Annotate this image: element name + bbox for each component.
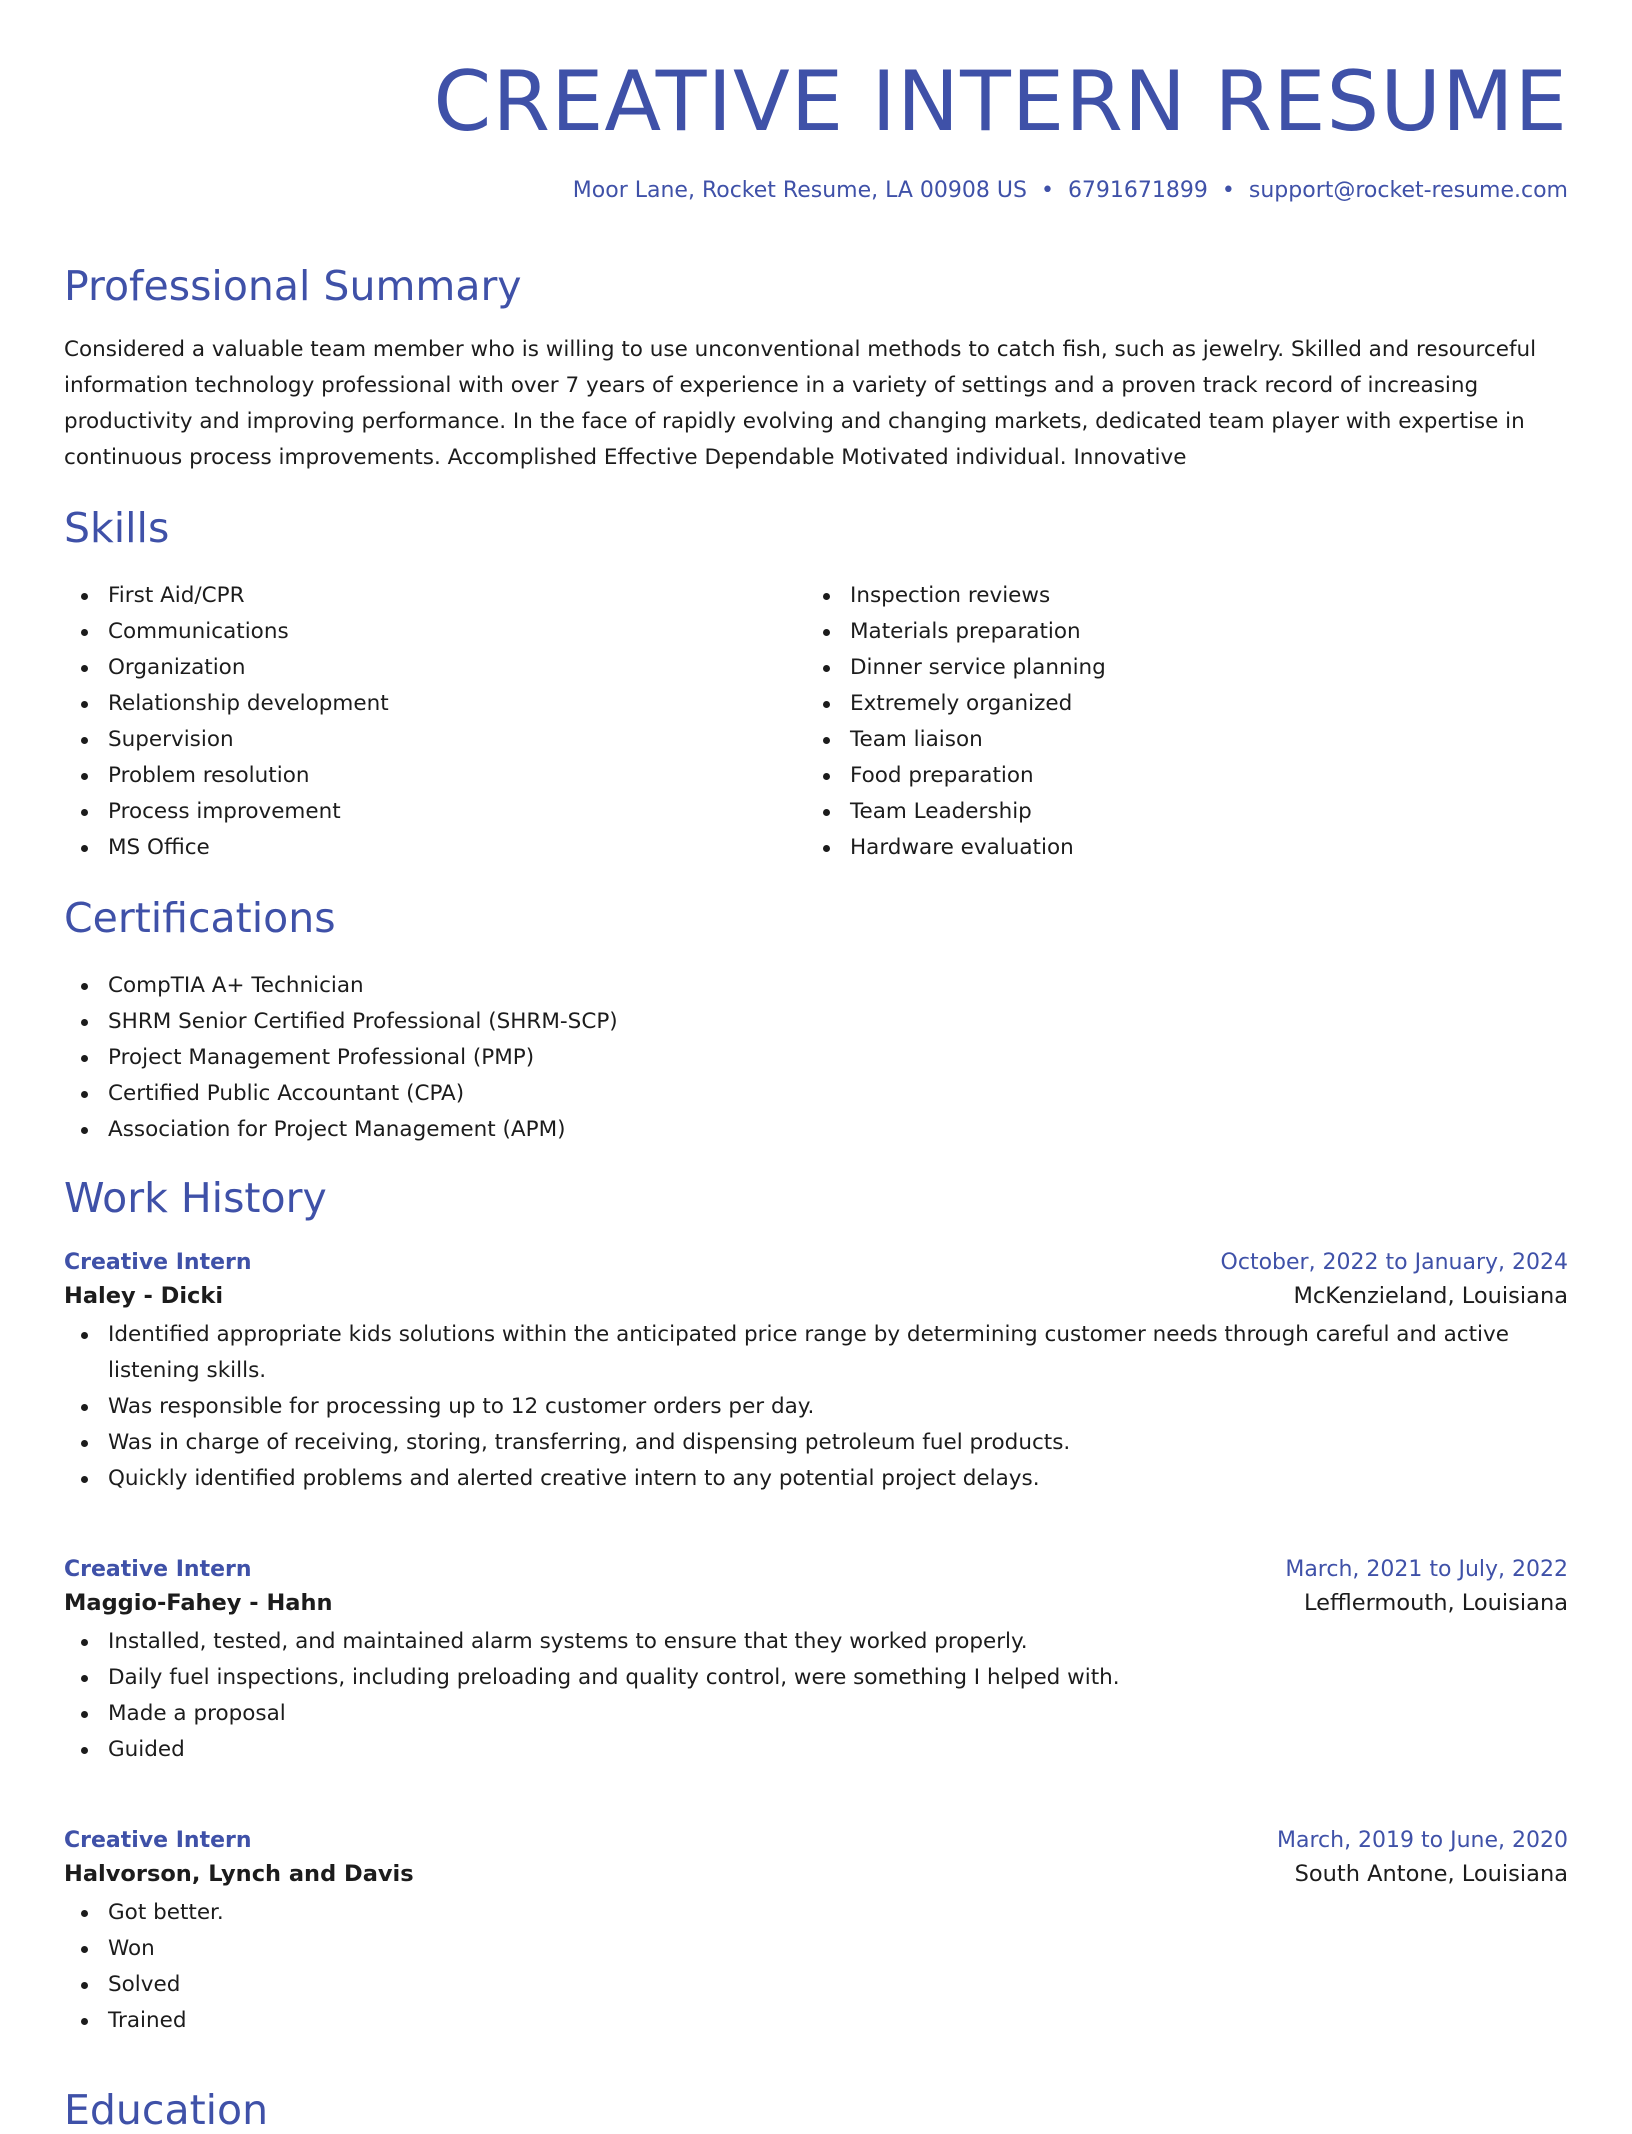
job-company: Maggio-Fahey - Hahn (64, 1590, 333, 1616)
skill-item: Problem resolution (64, 758, 764, 794)
job-location: South Antone, Louisiana (1294, 1861, 1568, 1887)
certification-item: Project Management Professional (PMP) (64, 1040, 1264, 1076)
job-entry (64, 1557, 1568, 1768)
job-bullet: Quickly identified problems and alerted creative intern to any potential project delays. (64, 1461, 1568, 1497)
certifications-list (64, 968, 1264, 1148)
job-dates: March, 2021 to July, 2022 (1285, 1557, 1568, 1582)
job-header-row (64, 1828, 1568, 1853)
skill-item: Inspection reviews (806, 578, 1506, 614)
job-bullet: Was in charge of receiving, storing, transferring, and dispensing petroleum fuel products. (64, 1425, 1568, 1461)
job-bullets (64, 1317, 1568, 1497)
skill-item: MS Office (64, 830, 764, 866)
skill-item: Hardware evaluation (806, 830, 1506, 866)
work-history-heading: Work History (64, 1174, 327, 1222)
certification-item: CompTIA A+ Technician (64, 968, 1264, 1004)
contact-separator: • (1221, 178, 1235, 203)
skills-heading: Skills (64, 504, 170, 552)
skill-item: Process improvement (64, 794, 764, 830)
job-bullet: Was responsible for processing up to 12 customer orders per day. (64, 1389, 1568, 1425)
contact-email: support@rocket-resume.com (1248, 178, 1568, 203)
job-company-row (64, 1590, 1568, 1616)
job-title: Creative Intern (64, 1557, 252, 1582)
skills-list-left (64, 578, 764, 866)
job-bullet: Got better. (64, 1895, 1568, 1931)
certifications-heading: Certifications (64, 894, 336, 942)
job-entry (64, 1250, 1568, 1497)
job-company-row (64, 1283, 1568, 1309)
certification-item: Certified Public Accountant (CPA) (64, 1076, 1264, 1112)
contact-address: Moor Lane, Rocket Resume, LA 00908 US (572, 178, 1027, 203)
job-dates: October, 2022 to January, 2024 (1220, 1250, 1568, 1275)
education-heading: Education (64, 2086, 269, 2134)
contact-line (573, 178, 1568, 203)
job-bullets (64, 1895, 1568, 2039)
job-company: Halvorson, Lynch and Davis (64, 1861, 414, 1887)
job-entry (64, 1828, 1568, 2039)
skill-item: Supervision (64, 722, 764, 758)
job-bullet: Daily fuel inspections, including preloading and quality control, were something I helped with. (64, 1660, 1568, 1696)
job-location: Lefflermouth, Louisiana (1304, 1590, 1568, 1616)
skill-item: Extremely organized (806, 686, 1506, 722)
job-bullet: Identified appropriate kids solutions within the anticipated price range by determining customer needs through careful and active listening skills. (64, 1317, 1568, 1389)
job-bullet: Guided (64, 1732, 1568, 1768)
skill-item: Materials preparation (806, 614, 1506, 650)
skill-item: Team Leadership (806, 794, 1506, 830)
skill-item: Organization (64, 650, 764, 686)
skill-item: First Aid/CPR (64, 578, 764, 614)
job-title: Creative Intern (64, 1250, 252, 1275)
job-dates: March, 2019 to June, 2020 (1277, 1828, 1568, 1853)
certification-item: SHRM Senior Certified Professional (SHRM-SCP) (64, 1004, 1264, 1040)
job-bullet: Made a proposal (64, 1696, 1568, 1732)
contact-phone: 6791671899 (1067, 178, 1208, 203)
resume-header (64, 0, 1568, 152)
skill-item: Relationship development (64, 686, 764, 722)
job-header-row (64, 1557, 1568, 1582)
skill-item: Team liaison (806, 722, 1506, 758)
summary-heading: Professional Summary (64, 262, 522, 310)
job-bullet: Won (64, 1931, 1568, 1967)
certification-item: Association for Project Management (APM) (64, 1112, 1264, 1148)
contact-separator: • (1040, 178, 1054, 203)
job-header-row (64, 1250, 1568, 1275)
skill-item: Food preparation (806, 758, 1506, 794)
job-bullet: Solved (64, 1967, 1568, 2003)
job-location: McKenzieland, Louisiana (1293, 1283, 1568, 1309)
job-company: Haley - Dicki (64, 1283, 224, 1309)
skill-item: Dinner service planning (806, 650, 1506, 686)
job-bullet: Installed, tested, and maintained alarm systems to ensure that they worked properly. (64, 1624, 1568, 1660)
job-title: Creative Intern (64, 1828, 252, 1853)
job-bullets (64, 1624, 1568, 1768)
job-bullet: Trained (64, 2003, 1568, 2039)
job-company-row (64, 1861, 1568, 1887)
resume-title: CREATIVE INTERN RESUME (433, 53, 1568, 150)
skills-list-right (806, 578, 1506, 866)
skill-item: Communications (64, 614, 764, 650)
summary-text: Considered a valuable team member who is willing to use unconventional methods to catch fish, such as jewelry. Skilled and resourceful information technology professional with over 7 years of experience in a variety of settings and a proven track record of increasing productivity and improving performance. In the face of rapidly evolving and changing markets, dedicated team player with expertise in continuous process improvements. Accomplished Effective Dependable Motivated individual. Innovative (64, 337, 1537, 470)
